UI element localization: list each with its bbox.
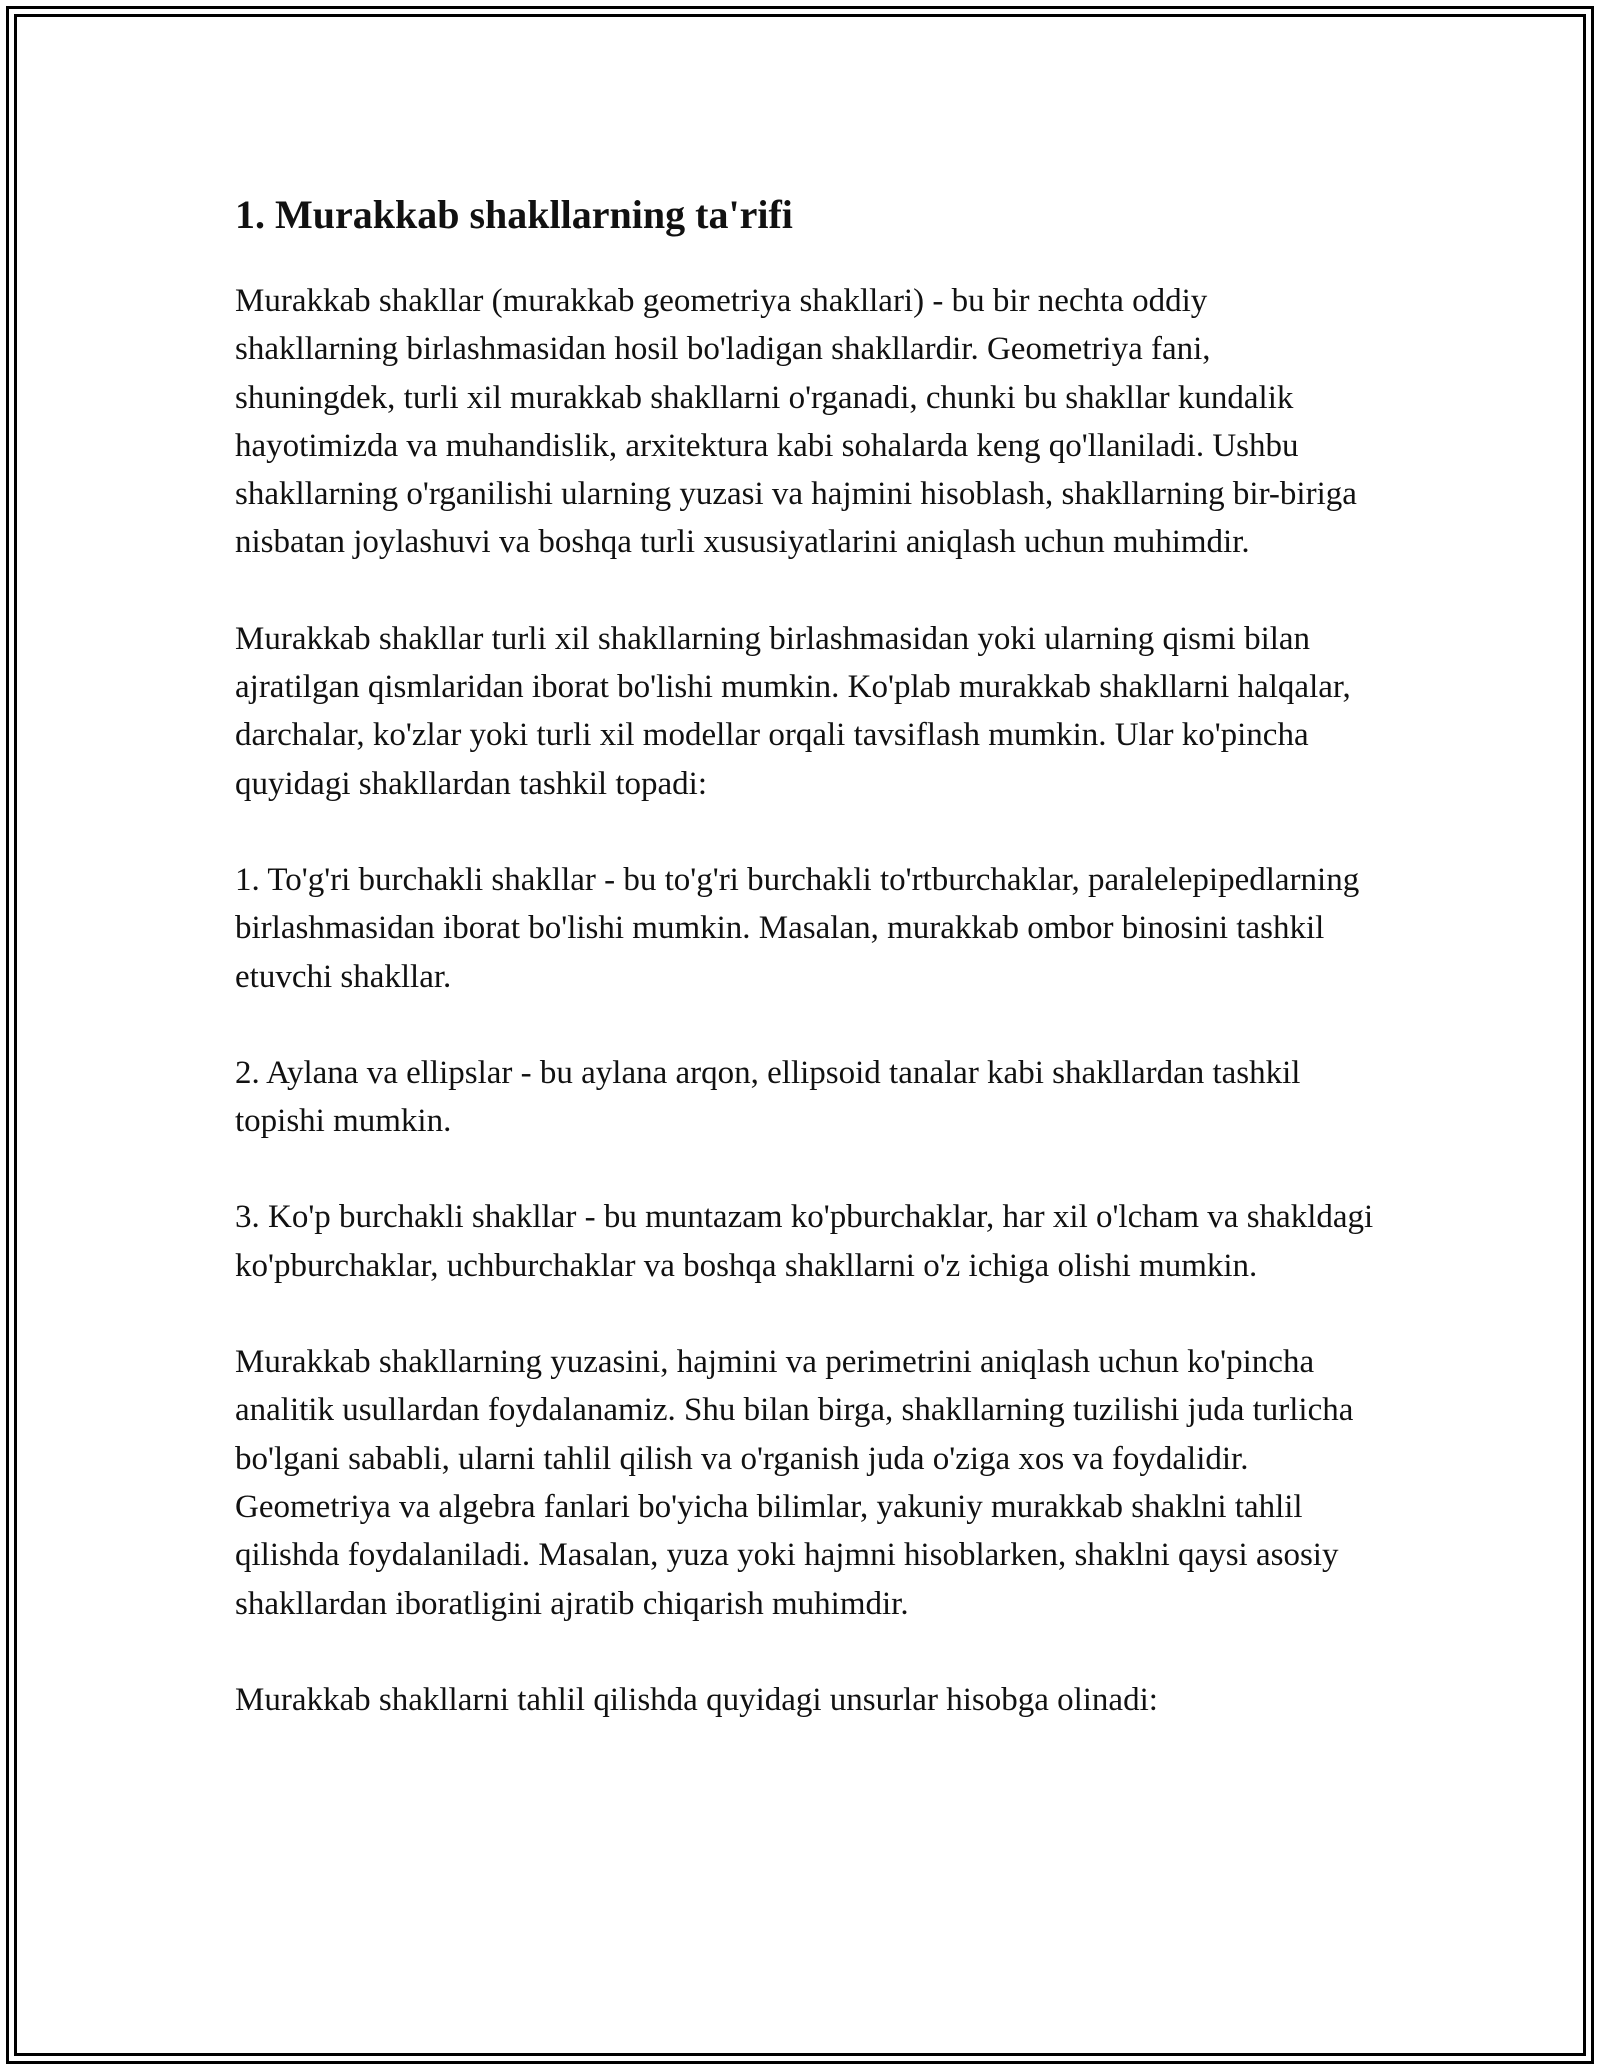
list-item-rectangular-shapes: 1. To'g'ri burchakli shakllar - bu to'g'ri burchakli to'rtburchaklar, paralelepipedlarning birlashmasidan iborat bo'lishi mumkin. Masalan, murakkab ombor binosini tashkil etuvchi shakllar. <box>235 861 1360 995</box>
paragraph-definition: Murakkab shakllar (murakkab geometriya shakllari) - bu bir nechta oddiy shakllarning birlashmasidan hosil bo'ladigan shakllardir. Geometriya fani, shuningdek, turli xil murakkab shakllarni o'rganadi, chunki bu shakllar kundalik hayotimizda va muhandislik, arxitektura kabi sohalarda keng qo'llaniladi. Ushbu shakllarning o'rganilishi ularning yuzasi va hajmini hisoblash, shakllarning bir-biriga nisbatan joylashuvi va boshqa turli xususiyatlarini aniqlash uchun muhimdir. <box>235 283 1357 561</box>
paragraph-analysis-elements: Murakkab shakllarni tahlil qilishda quyidagi unsurlar hisobga olinadi: <box>235 1681 1158 1718</box>
document-body <box>235 183 1375 1772</box>
section-heading: 1. Murakkab shakllarning ta'rifi <box>235 192 793 237</box>
paragraph-composition: Murakkab shakllar turli xil shakllarning birlashmasidan yoki ularning qismi bilan ajratilgan qismlaridan iborat bo'lishi mumkin. Ko'plab murakkab shakllarni halqalar, darchalar, ko'zlar yoki turli xil modellar orqali tavsiflash mumkin. Ular ko'pincha quyidagi shakllardan tashkil topadi: <box>235 620 1351 802</box>
list-item-circles-ellipses: 2. Aylana va ellipslar - bu aylana arqon, ellipsoid tanalar kabi shakllardan tashkil topishi mumkin. <box>235 1054 1301 1140</box>
list-item-polygonal-shapes: 3. Ko'p burchakli shakllar - bu muntazam ko'pburchaklar, har xil o'lcham va shakldagi ko'pburchaklar, uchburchaklar va boshqa shakllarni o'z ichiga olishi mumkin. <box>235 1199 1374 1284</box>
paragraph-analysis-methods: Murakkab shakllarning yuzasini, hajmini va perimetrini aniqlash uchun ko'pincha analitik usullardan foydalanamiz. Shu bilan birga, shakllarning tuzilishi juda turlicha bo'lgani sababli, ularni tahlil qilish va o'rganish juda o'ziga xos va foydalidir. Geometriya va algebra fanlari bo'yicha bilimlar, yakuniy murakkab shaklni tahlil qilishda foydalaniladi. Masalan, yuza yoki hajmni hisoblarken, shaklni qaysi asosiy shakllardan iboratligini ajratib chiqarish muhimdir. <box>235 1344 1354 1622</box>
